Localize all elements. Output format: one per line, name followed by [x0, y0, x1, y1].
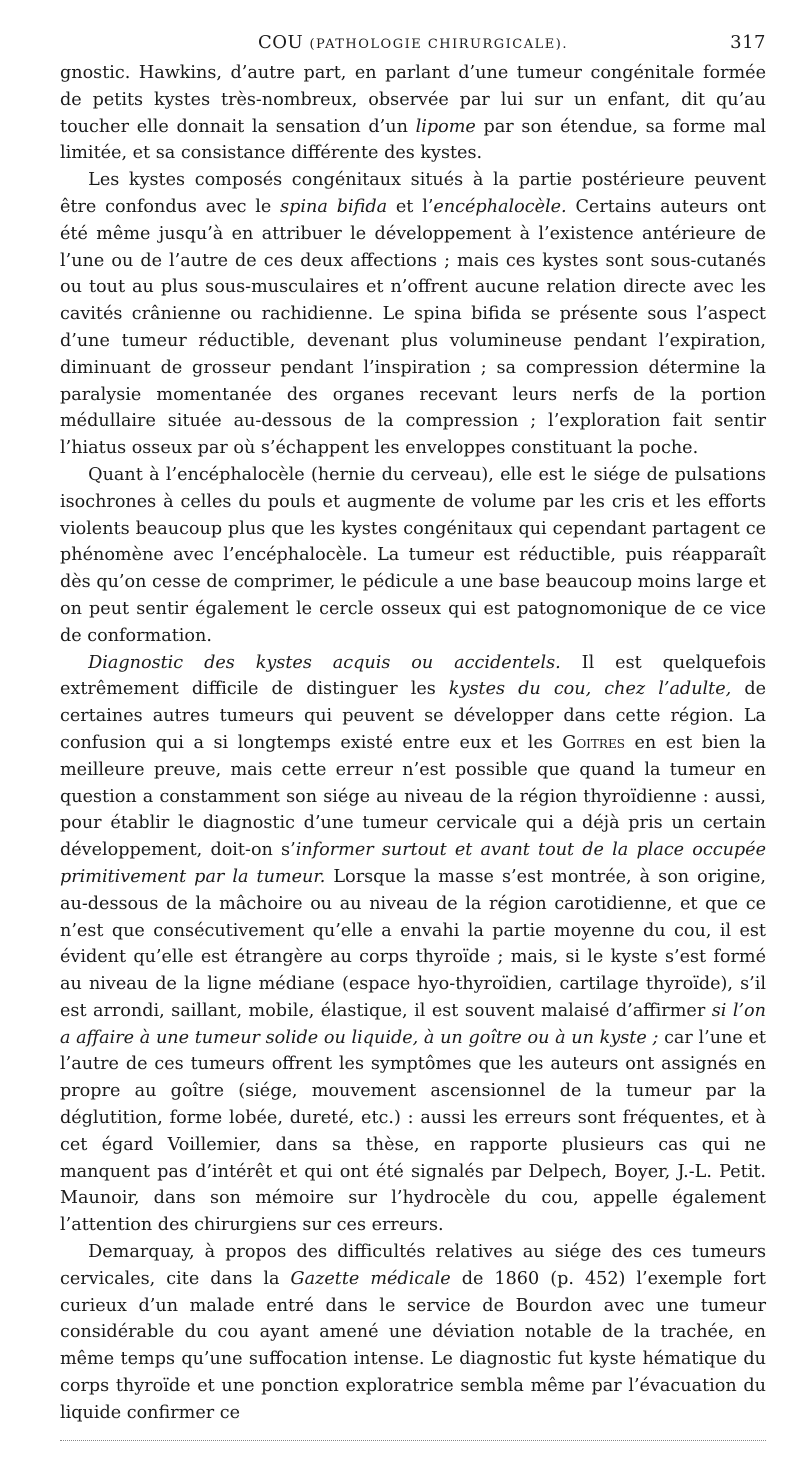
italic-text: encéphalocèle. [433, 196, 567, 217]
text-run: par son étendue, sa forme mal limitée, et sa consistance différente des kystes. [60, 116, 766, 164]
italic-text: kystes du cou, chez l’adulte, [448, 679, 732, 700]
body-text [60, 60, 766, 1427]
page-number: 317 [730, 32, 766, 53]
running-header [60, 30, 766, 60]
header-title-sub: (PATHOLOGIE CHIRURGICALE). [309, 37, 568, 52]
text-run: Demarquay, à propos des difficultés relatives au siége des ces tumeurs cervicales, cite dans la [60, 1242, 766, 1289]
paragraph [60, 1239, 766, 1427]
text-run: gnostic. Hawkins, d’autre part, en parlant d’une tumeur congénitale formée de petits kystes très-nombreux, observée par lui sur un enfant, dit qu’au toucher elle donnait la sensation d’un [60, 63, 766, 137]
paragraph [60, 462, 766, 650]
text-run: Il est quelquefois extrêmement difficile de distinguer les [60, 652, 766, 700]
small-caps-text: Goitres [562, 732, 625, 753]
text-run: et l’ [387, 196, 434, 217]
italic-text: spina bifida [280, 196, 388, 217]
header-title-main: COU [258, 32, 304, 53]
paragraph [60, 650, 766, 1240]
text-run: car l’une et l’autre de ces tumeurs offrent les symptômes que les auteurs ont assignés en propre au goître (siége, mouvement ascensionnel de la tumeur par la déglutition, forme lobée, dureté, etc.) : aussi les erreurs sont fréquentes, et à cet égard Voillemier, dans sa thèse, en rapporte plusieurs cas qui ne manquent pas d’intérêt et qui ont été signalés par Delpech, Boyer, J.-L. Petit. Maunoir, dans son mémoire sur l’hydrocèle du cou, appelle également l’attention des chirurgiens sur ces erreurs. [60, 1027, 766, 1236]
footer-rule [60, 1440, 766, 1442]
italic-text: si l’on a affaire à une tumeur solide ou liquide, à un goître ou à un kyste ; [60, 1000, 766, 1048]
paragraph [60, 167, 766, 462]
text-run: Quant à l’encéphalocèle (hernie du cerveau), elle est le siége de pulsations isochrones à celles du pouls et augmente de volume par les cris et les efforts violents beaucoup plus que les kystes congénitaux qui cependant partagent ce phénomène avec l’encéphalocèle. La tumeur est réductible, puis réapparaît dès qu’on cesse de comprimer, le pédicule a une base beaucoup moins large et on peut sentir également le cercle osseux qui est patognomonique de ce vice de conformation. [60, 464, 766, 646]
italic-text: informer surtout et avant tout de la place occupée primitivement par la tumeur. [60, 840, 766, 887]
text-run: Certains auteurs ont été même jusqu’à en attribuer le développement à l’existence antérieure de l’une ou de l’autre de ces deux affections ; mais ces kystes sont sous-cutanés ou tout au plus sous-musculaires et n’offrent aucune relation directe avec les cavités crânienne ou rachidienne. Le spina bifida se présente sous l’aspect d’une tumeur réductible, devenant plus volumineuse pendant l’expiration, diminuant de grosseur pendant l’inspiration ; sa compression détermine la paralysie momentanée des organes recevant leurs nerfs de la portion médullaire située au-dessous de la compression ; l’exploration fait sentir l’hiatus osseux par où s’échappent les enveloppes constituant la poche. [60, 196, 766, 459]
text-run: de 1860 (p. 452) l’exemple fort curieux d’un malade entré dans le service de Bourdon avec une tumeur considérable du cou ayant amené une déviation notable de la trachée, en même temps qu’une suffocation intense. Le diagnostic fut kyste hématique du corps thyroïde et une ponction exploratrice sembla même par l’évacuation du liquide confirmer ce [60, 1268, 766, 1423]
italic-text: Diagnostic des kystes acquis ou accidentels. [88, 652, 561, 673]
italic-text: Gazette médicale [290, 1268, 451, 1289]
text-run: de certaines autres tumeurs qui peuvent se développer dans cette région. La confusion qui a si longtemps existé entre eux et les [60, 679, 766, 753]
header-title [60, 32, 766, 53]
paragraph [60, 60, 766, 167]
italic-text: lipome [415, 116, 476, 137]
text-run: en est bien la meilleure preuve, mais cette erreur n’est possible que quand la tumeur en question a constamment son siége au niveau de la région thyroïdienne : aussi, pour établir le diagnostic d’une tumeur cervicale qui a déjà pris un certain développement, doit-on s’ [60, 732, 766, 861]
text-run: Les kystes composés congénitaux situés à la partie postérieure peuvent être confondus avec le [60, 170, 766, 217]
text-run: Lorsque la masse s’est montrée, à son origine, au-dessous de la mâchoire ou au niveau de la région carotidienne, et que ce n’est que consécutivement qu’elle a envahi la partie moyenne du cou, il est évident qu’elle est étrangère au corps thyroïde ; mais, si le kyste s’est formé au niveau de la ligne médiane (espace hyo-thyroïdien, cartilage thyroïde), s’il est arrondi, saillant, mobile, élastique, il est souvent malaisé d’affirmer [60, 866, 766, 1021]
